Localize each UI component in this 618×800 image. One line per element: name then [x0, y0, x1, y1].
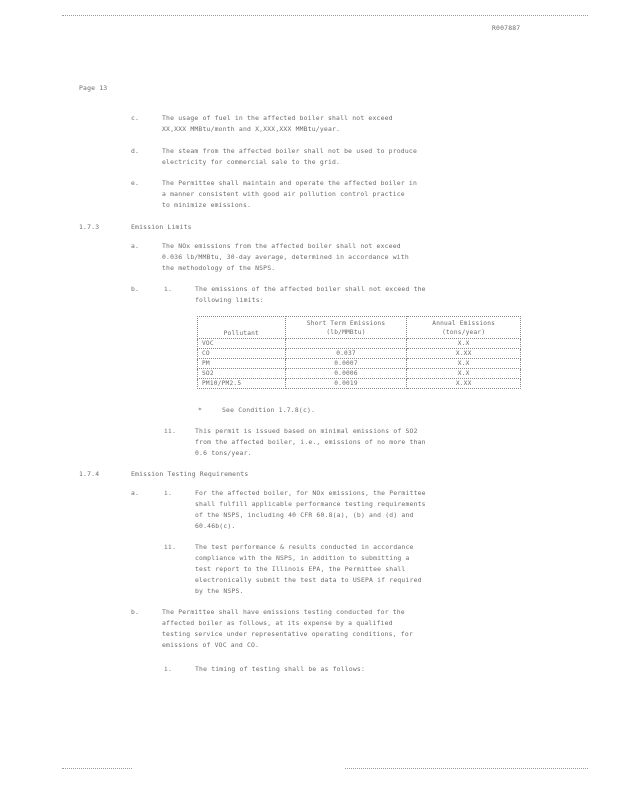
footnote-marker: * [198, 406, 203, 414]
text-line: The emissions of the affected boiler shall not exceed the [195, 285, 426, 293]
annual-cell: X.X [407, 369, 521, 379]
short-term-cell: 0.0006 [285, 369, 407, 379]
text-line: 60.46b(c). [195, 522, 236, 530]
testing-a-ii-text [195, 542, 530, 597]
text-line: Annual Emissions [432, 319, 496, 327]
short-term-cell: 0.0019 [285, 379, 407, 389]
emissions-table [197, 316, 521, 389]
pollutant-cell: PM10/PM2.5 [198, 379, 286, 389]
text-line: to minimize emissions. [162, 201, 252, 209]
short-term-cell: 0.037 [285, 349, 407, 359]
text-line: following limits: [195, 296, 264, 304]
table-row [198, 349, 521, 359]
table-row [198, 379, 521, 389]
item-e-marker: e. [131, 179, 140, 187]
table-row [198, 369, 521, 379]
text-line: 0.6 tons/year. [195, 449, 252, 457]
text-line: The Permittee shall have emissions testing conducted for the [162, 608, 405, 616]
text-line: electronically submit the test data to USEPA if required [195, 576, 422, 584]
text-line: Pollutant [223, 330, 259, 337]
pollutant-cell: SO2 [198, 369, 286, 379]
text-line: of the NSPS, including 40 CFR 60.8(a), (b) and (d) and [195, 511, 414, 519]
page-label: Page 13 [79, 84, 108, 92]
text-line: compliance with the NSPS, in addition to submitting a [195, 554, 410, 562]
bottom-scan-line-right [345, 768, 588, 769]
text-line: electricity for commercial sale to the grid. [162, 158, 341, 166]
text-line: The NOx emissions from the affected boiler shall not exceed [162, 242, 401, 250]
column-header-annual [407, 317, 521, 339]
bottom-scan-line-left [62, 768, 132, 769]
text-line: The test performance & results conducted in accordance [195, 543, 414, 551]
section-number: 1.7.3 [79, 223, 100, 231]
text-line: The steam from the affected boiler shall not be used to produce [162, 147, 417, 155]
item-e-text [162, 178, 532, 211]
testing-a-i-marker: i. [164, 489, 173, 497]
text-line: a manner consistent with good air pollution control practice [162, 190, 405, 198]
limit-b-i-text [195, 284, 530, 306]
pollutant-cell: PM [198, 359, 286, 369]
testing-a-marker: a. [131, 489, 140, 497]
text-line: from the affected boiler, i.e., emissions of no more than [195, 438, 426, 446]
limit-b-marker: b. [131, 285, 140, 293]
text-line: test report to the Illinois EPA, the Permittee shall [195, 565, 406, 573]
item-c-marker: c. [131, 114, 140, 122]
table-row [198, 339, 521, 349]
limit-b-i-marker: i. [164, 285, 173, 293]
annual-cell: X.X [407, 359, 521, 369]
testing-b-i-text: The timing of testing shall be as follows: [195, 665, 365, 673]
item-d-marker: d. [131, 147, 140, 155]
text-line: 0.036 lb/MMBtu, 30-day average, determined in accordance with [162, 253, 409, 261]
pollutant-cell: VOC [198, 339, 286, 349]
text-line: emissions of VOC and CO. [162, 641, 260, 649]
text-line: XX,XXX MMBtu/month and X,XXX,XXX MMBtu/year. [162, 125, 341, 133]
testing-b-i-marker: i. [164, 665, 173, 673]
text-line: The usage of fuel in the affected boiler shall not exceed [162, 114, 393, 122]
annual-cell: X.XX [407, 349, 521, 359]
item-d-text [162, 146, 532, 168]
testing-b-marker: b. [131, 608, 140, 616]
testing-a-i-text [195, 488, 530, 532]
limit-a-text [162, 241, 532, 274]
text-line: The Permittee shall maintain and operate the affected boiler in [162, 179, 417, 187]
annual-cell: X.XX [407, 379, 521, 389]
short-term-cell: 0.0007 [285, 359, 407, 369]
limit-a-marker: a. [131, 242, 140, 250]
footnote-text: See Condition 1.7.8(c). [222, 406, 316, 414]
text-line: the methodology of the NSPS. [162, 264, 276, 272]
text-line: shall fulfill applicable performance testing requirements [195, 500, 426, 508]
document-id: R007887 [492, 24, 521, 32]
limit-b-ii-marker: ii. [164, 427, 177, 435]
text-line: This permit is issued based on minimal emissions of SO2 [195, 427, 418, 435]
section-number: 1.7.4 [79, 470, 100, 478]
text-line: Short Term Emissions [306, 319, 386, 327]
table-row [198, 359, 521, 369]
column-header-pollutant [198, 317, 286, 339]
section-title: Emission Testing Requirements [131, 470, 249, 478]
text-line: (tons/year) [442, 328, 486, 336]
limit-b-ii-text [195, 426, 530, 459]
section-title: Emission Limits [131, 223, 192, 231]
text-line: by the NSPS. [195, 587, 244, 595]
table-header-row [198, 317, 521, 339]
column-header-short-term [285, 317, 407, 339]
pollutant-cell: CO [198, 349, 286, 359]
testing-b-text [162, 607, 532, 651]
item-c-text [162, 113, 532, 135]
short-term-cell [285, 339, 407, 349]
text-line: testing service under representative operating conditions, for [162, 630, 413, 638]
text-line: affected boiler as follows, at its expense by a qualified [162, 619, 393, 627]
annual-cell: X.X [407, 339, 521, 349]
text-line: For the affected boiler, for NOx emissions, the Permittee [195, 489, 426, 497]
text-line: (lb/MMBtu) [326, 328, 366, 336]
testing-a-ii-marker: ii. [164, 543, 177, 551]
top-scan-line [62, 15, 588, 16]
